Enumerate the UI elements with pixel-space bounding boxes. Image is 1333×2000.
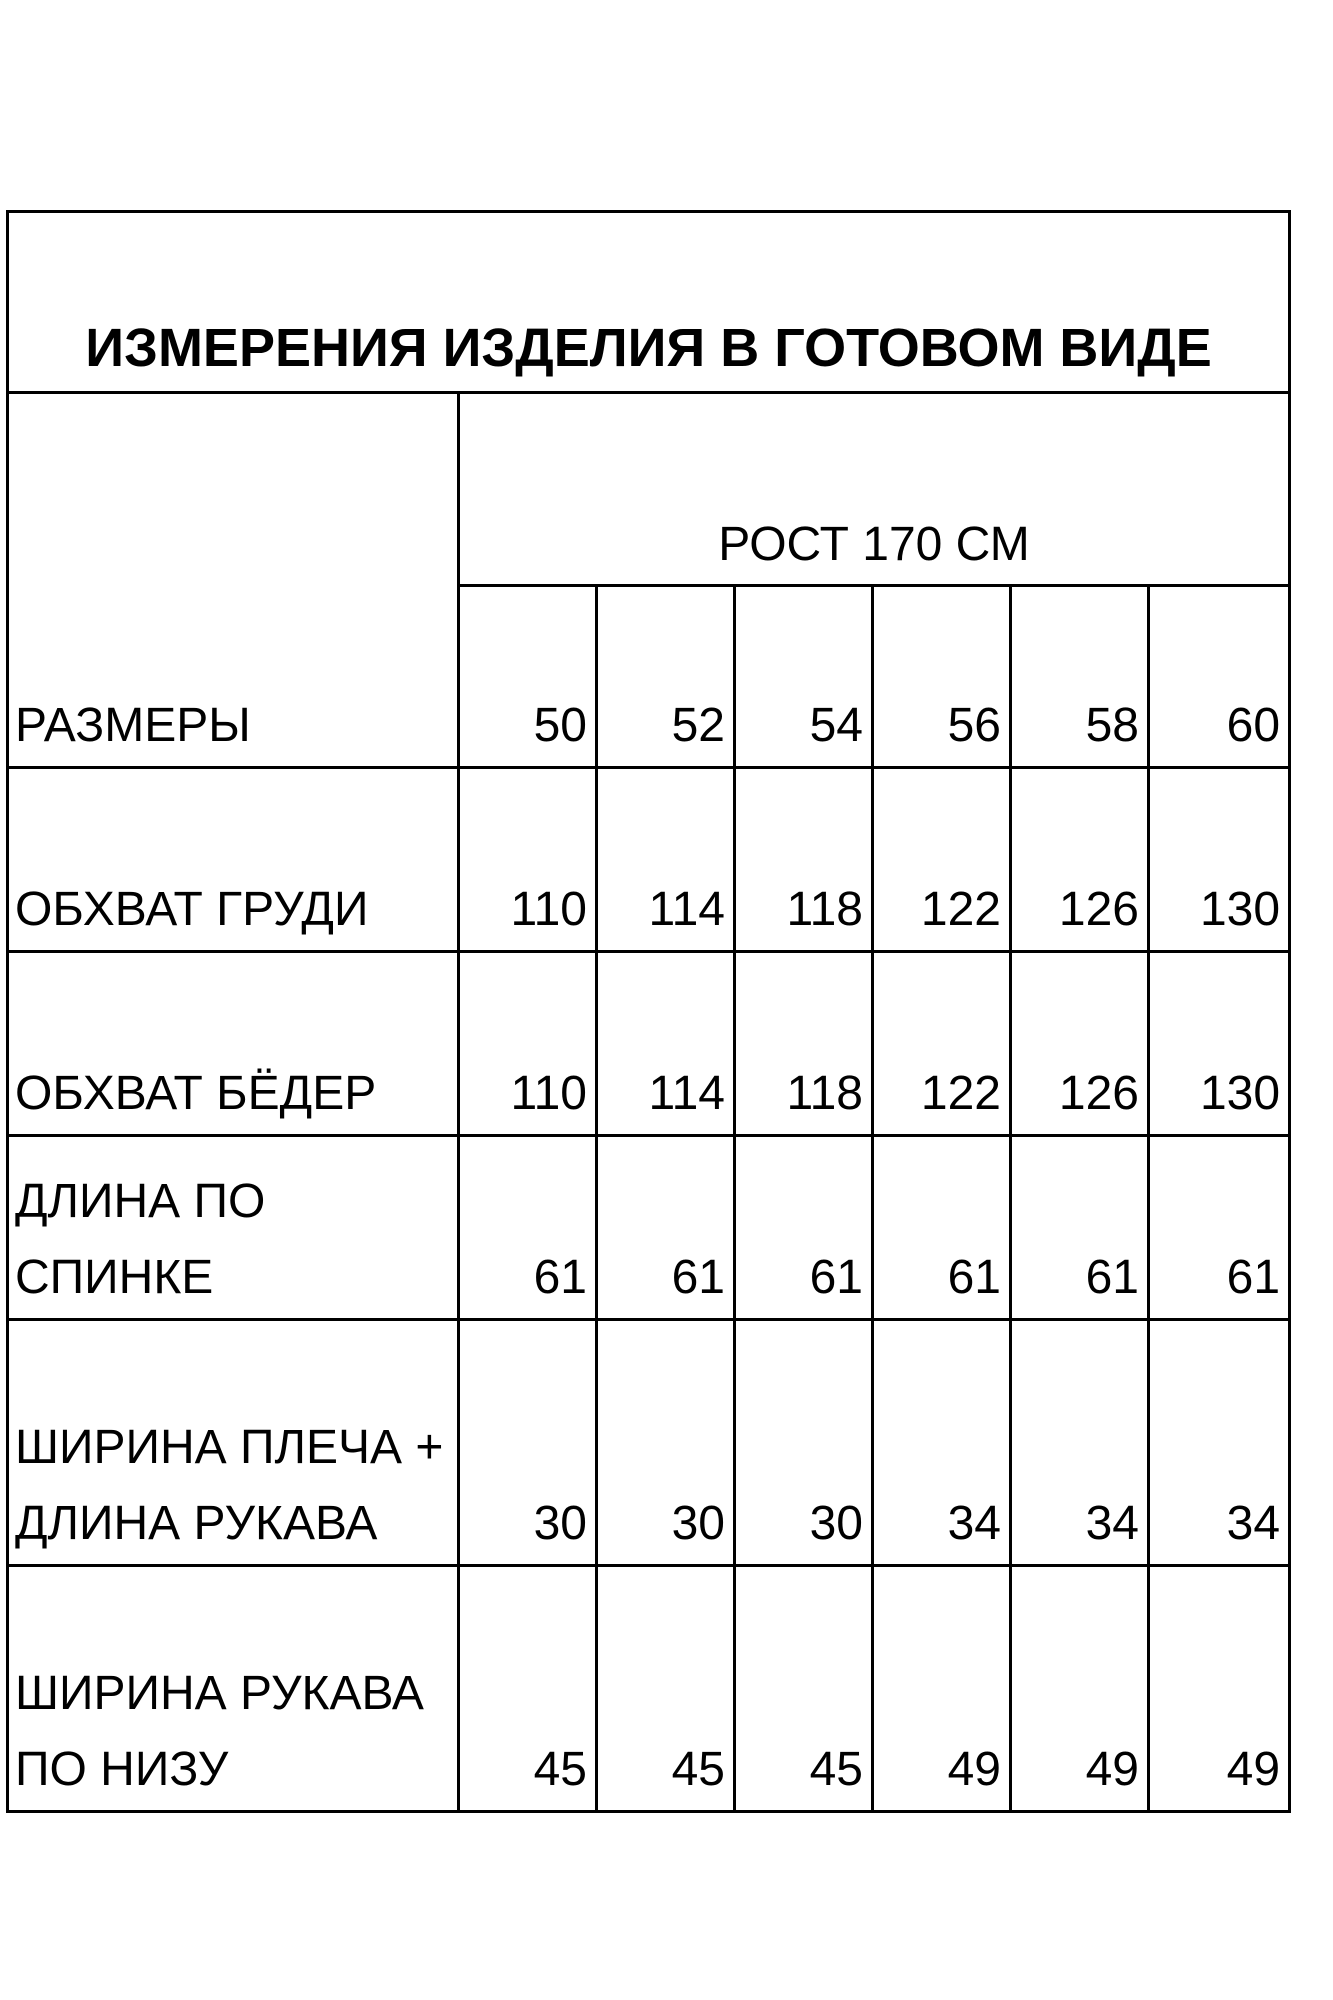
table-row-back-length — [8, 1136, 1290, 1320]
size-value: 52 — [597, 586, 735, 768]
back-length-value: 61 — [597, 1136, 735, 1320]
hips-value: 130 — [1149, 952, 1290, 1136]
row-label-hips: ОБХВАТ БЁДЕР — [8, 952, 459, 1136]
size-value: 58 — [1011, 586, 1149, 768]
row-label-back-length: ДЛИНА ПО СПИНКЕ — [8, 1136, 459, 1320]
chest-value: 118 — [735, 768, 873, 952]
sleeve-bottom-value: 45 — [597, 1566, 735, 1812]
sleeve-bottom-value: 45 — [459, 1566, 597, 1812]
sleeve-bottom-value: 49 — [873, 1566, 1011, 1812]
back-length-value: 61 — [1011, 1136, 1149, 1320]
hips-value: 122 — [873, 952, 1011, 1136]
sleeve-bottom-value: 45 — [735, 1566, 873, 1812]
back-length-value: 61 — [735, 1136, 873, 1320]
table-title: ИЗМЕРЕНИЯ ИЗДЕЛИЯ В ГОТОВОМ ВИДЕ — [8, 212, 1290, 393]
chest-value: 126 — [1011, 768, 1149, 952]
shoulder-sleeve-value: 34 — [1011, 1320, 1149, 1566]
row-label-sizes: РАЗМЕРЫ — [8, 393, 459, 768]
shoulder-sleeve-value: 30 — [735, 1320, 873, 1566]
height-row — [8, 393, 1290, 586]
title-row — [8, 212, 1290, 393]
sleeve-bottom-value: 49 — [1149, 1566, 1290, 1812]
back-length-value: 61 — [1149, 1136, 1290, 1320]
size-chart-table — [6, 210, 1291, 1813]
table-row-hips — [8, 952, 1290, 1136]
back-length-value: 61 — [873, 1136, 1011, 1320]
chest-value: 130 — [1149, 768, 1290, 952]
row-label-chest: ОБХВАТ ГРУДИ — [8, 768, 459, 952]
table-row-sleeve-bottom — [8, 1566, 1290, 1812]
shoulder-sleeve-value: 30 — [597, 1320, 735, 1566]
size-value: 60 — [1149, 586, 1290, 768]
size-value: 56 — [873, 586, 1011, 768]
table-row-shoulder-sleeve — [8, 1320, 1290, 1566]
chest-value: 114 — [597, 768, 735, 952]
chest-value: 122 — [873, 768, 1011, 952]
shoulder-sleeve-value: 34 — [1149, 1320, 1290, 1566]
sleeve-bottom-value: 49 — [1011, 1566, 1149, 1812]
hips-value: 110 — [459, 952, 597, 1136]
row-label-shoulder-sleeve: ШИРИНА ПЛЕЧА + ДЛИНА РУКАВА — [8, 1320, 459, 1566]
height-header: РОСТ 170 СМ — [459, 393, 1290, 586]
size-value: 50 — [459, 586, 597, 768]
table-row-chest — [8, 768, 1290, 952]
back-length-value: 61 — [459, 1136, 597, 1320]
hips-value: 126 — [1011, 952, 1149, 1136]
row-label-sleeve-bottom: ШИРИНА РУКАВА ПО НИЗУ — [8, 1566, 459, 1812]
size-value: 54 — [735, 586, 873, 768]
shoulder-sleeve-value: 30 — [459, 1320, 597, 1566]
hips-value: 114 — [597, 952, 735, 1136]
hips-value: 118 — [735, 952, 873, 1136]
chest-value: 110 — [459, 768, 597, 952]
shoulder-sleeve-value: 34 — [873, 1320, 1011, 1566]
